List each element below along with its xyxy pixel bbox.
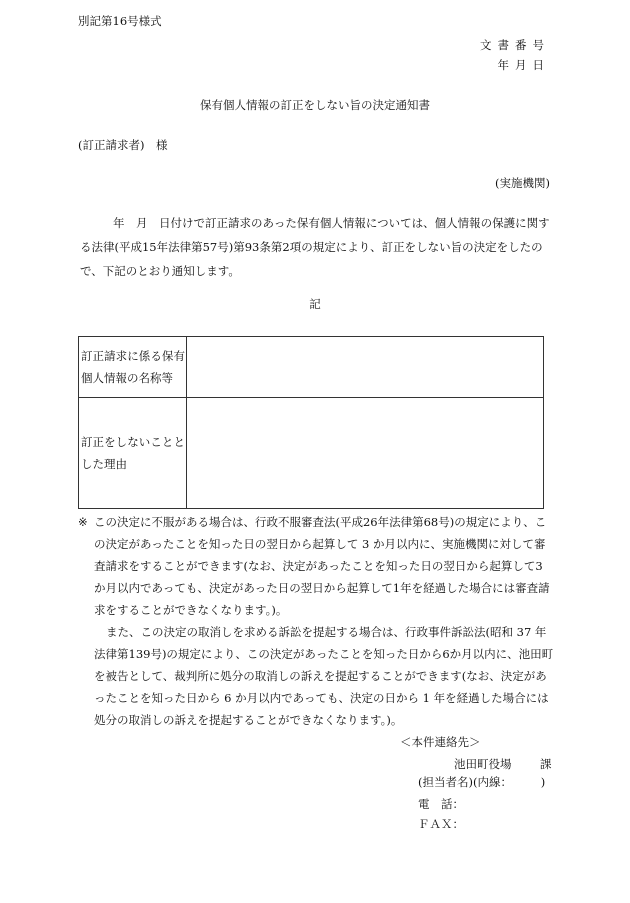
contact-person: (担当者名)(内線： ): [418, 775, 546, 789]
contact-section: 課: [540, 757, 552, 771]
ki-heading: 記: [309, 297, 321, 311]
document-date: 年月日: [497, 58, 550, 72]
table-row: [79, 398, 544, 509]
contact-fax: [418, 817, 464, 833]
tel-label: 電 話：: [418, 797, 464, 811]
table-row: [79, 337, 544, 398]
notification-body: 年 月 日付けで訂正請求のあった保有個人情報については、個人情報の保護に関する法律(平成15年法律第57号)第93条第2項の規定により、訂正をしない旨の決定をしたので、下記のとおり通知します。: [80, 216, 550, 278]
requester-line: (訂正請求者) 様: [78, 138, 168, 152]
info-name-label: 訂正請求に係る保有個人情報の名称等: [79, 337, 187, 398]
lawsuit-note: また、この決定の取消しを求める訴訟を提起する場合は、行政事件訴訟法(昭和 37 年法律第139号)の規定により、この決定があったことを知った日から6か月以内に、池田町を被告として、裁判所に処分の取消しの訴えを提起することができます(なお、決定があったことを知った日から 6 か月以内であっても、決定の日から 1 年を経過した場合には処分の取消しの訴えを提起することができなくなります。)。: [94, 625, 554, 727]
contact-title: ＜本件連絡先＞: [400, 735, 481, 749]
contact-tel: [418, 797, 464, 813]
contact-office: 池田町役場: [454, 757, 512, 771]
form-number: 別記第16号様式: [78, 14, 162, 28]
decision-table: [78, 336, 544, 509]
reason-label: 訂正をしないこととした理由: [79, 398, 187, 509]
appeal-note-text: この決定に不服がある場合は、行政不服審査法(平成26年法律第68号)の規定により、この決定があったことを知った日の翌日から起算して 3 か月以内に、実施機関に対して審査請求をすることができます(なお、決定があったことを知った日の翌日から起算して3か月以内であっても、決定があった日の翌日から起算して1年を経過した場合には審査請求をすることができなくなります。)。: [94, 515, 550, 617]
note-mark: ※: [78, 515, 88, 529]
appeal-note: [78, 511, 554, 621]
info-name-value: [187, 337, 544, 398]
reason-value: [187, 398, 544, 509]
fax-label: ＦＡＸ：: [418, 817, 464, 831]
document-number: 文書番号: [480, 38, 550, 52]
document-title: 保有個人情報の訂正をしない旨の決定通知書: [200, 98, 430, 112]
agency-line: (実施機関): [495, 176, 550, 190]
notes-section: [78, 511, 554, 731]
